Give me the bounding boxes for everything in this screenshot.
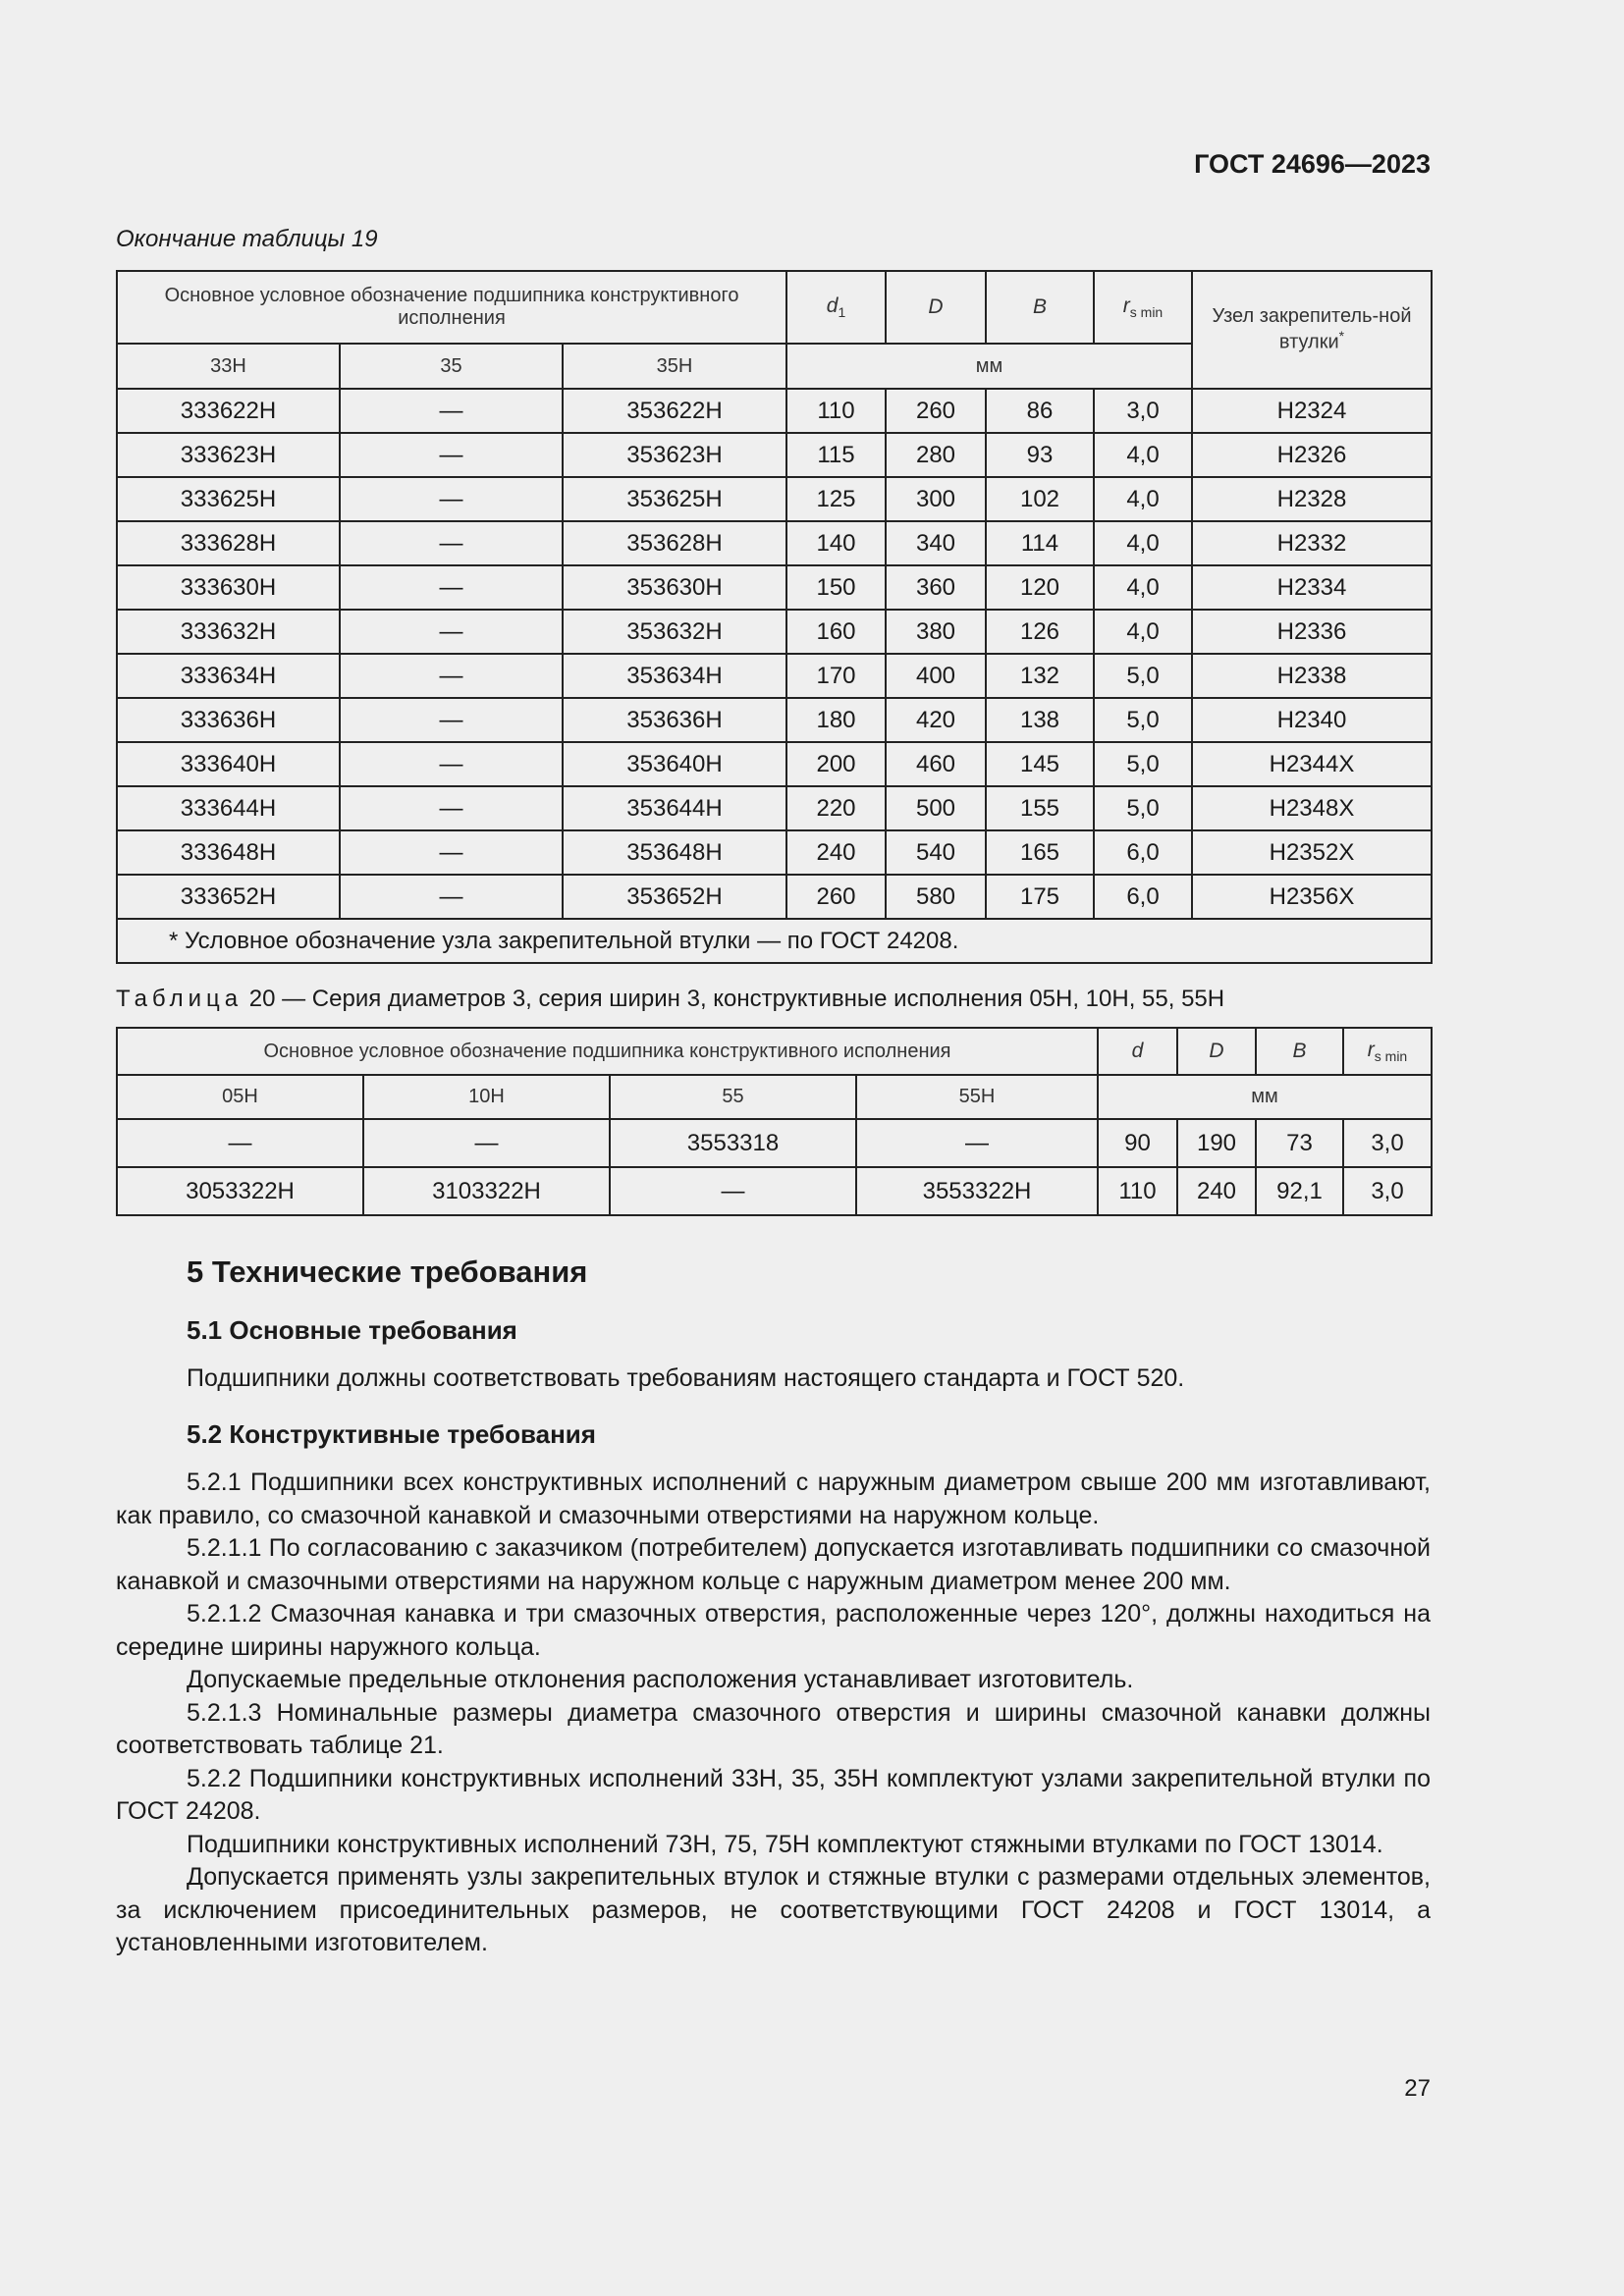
table-row bbox=[117, 1119, 1432, 1167]
table-cell: 3103322H bbox=[363, 1167, 610, 1215]
section-5-2-title: 5.2 Конструктивные требования bbox=[187, 1419, 596, 1449]
table-cell: 280 bbox=[886, 433, 986, 477]
table-row bbox=[117, 565, 1432, 610]
t19-footnote: * Условное обозначение узла закрепительной втулки — по ГОСТ 24208. bbox=[117, 919, 1432, 963]
table-cell: 260 bbox=[886, 389, 986, 433]
paragraph: 5.2.1.2 Смазочная канавка и три смазочных отверстия, расположенные через 120°, должны находиться на середине ширины наружного кольца. bbox=[116, 1600, 1431, 1661]
table-cell: 540 bbox=[886, 830, 986, 875]
table-cell: 5,0 bbox=[1094, 654, 1192, 698]
table-cell: 353625H bbox=[563, 477, 786, 521]
table-cell: 353634H bbox=[563, 654, 786, 698]
table-cell: 333640H bbox=[117, 742, 340, 786]
table-cell: H2348X bbox=[1192, 786, 1432, 830]
table-cell: 160 bbox=[786, 610, 886, 654]
table-cell: 138 bbox=[986, 698, 1094, 742]
t19-col-B: B bbox=[986, 271, 1094, 344]
table-cell: 6,0 bbox=[1094, 875, 1192, 919]
table-cell: — bbox=[117, 1119, 363, 1167]
table-row bbox=[117, 875, 1432, 919]
t20-col-B: B bbox=[1256, 1028, 1343, 1075]
table-cell: 93 bbox=[986, 433, 1094, 477]
table-cell: — bbox=[340, 698, 563, 742]
table-cell: 333636H bbox=[117, 698, 340, 742]
table-cell: — bbox=[340, 610, 563, 654]
table-cell: 165 bbox=[986, 830, 1094, 875]
table-cell: 4,0 bbox=[1094, 477, 1192, 521]
table-cell: H2328 bbox=[1192, 477, 1432, 521]
section-5-1-text: Подшипники должны соответствовать требованиям настоящего стандарта и ГОСТ 520. bbox=[187, 1364, 1185, 1392]
table-cell: 126 bbox=[986, 610, 1094, 654]
table-cell: H2326 bbox=[1192, 433, 1432, 477]
table-cell: 5,0 bbox=[1094, 742, 1192, 786]
table20-title: Таблица 20 — Серия диаметров 3, серия ширин 3, конструктивные исполнения 05H, 10H, 55, 55H bbox=[116, 986, 1225, 1012]
table-row bbox=[117, 830, 1432, 875]
t20-group-header: Основное условное обозначение подшипника конструктивного исполнения bbox=[117, 1028, 1098, 1075]
table-cell: 353648H bbox=[563, 830, 786, 875]
table-row bbox=[117, 742, 1432, 786]
table-cell: H2336 bbox=[1192, 610, 1432, 654]
table-cell: 5,0 bbox=[1094, 786, 1192, 830]
t19-unit: мм bbox=[786, 344, 1192, 389]
t19-col-rs: $r_{s min}$ bbox=[1094, 271, 1192, 344]
table-row bbox=[117, 389, 1432, 433]
table-cell: — bbox=[340, 477, 563, 521]
table-cell: 200 bbox=[786, 742, 886, 786]
t20-sub-05H: 05H bbox=[117, 1075, 363, 1119]
table-cell: 6,0 bbox=[1094, 830, 1192, 875]
paragraph: 5.2.2 Подшипники конструктивных исполнений 33H, 35, 35H комплектуют узлами закрепительной втулки по ГОСТ 24208. bbox=[116, 1764, 1431, 1825]
table-cell: 3,0 bbox=[1094, 389, 1192, 433]
table-19 bbox=[116, 270, 1433, 964]
table-cell: 260 bbox=[786, 875, 886, 919]
table-cell: 420 bbox=[886, 698, 986, 742]
table-cell: 460 bbox=[886, 742, 986, 786]
table-cell: 333622H bbox=[117, 389, 340, 433]
table-cell: 360 bbox=[886, 565, 986, 610]
table-cell: 333634H bbox=[117, 654, 340, 698]
table-cell: 90 bbox=[1098, 1119, 1177, 1167]
table-cell: 400 bbox=[886, 654, 986, 698]
t20-sub-10H: 10H bbox=[363, 1075, 610, 1119]
table-row bbox=[117, 477, 1432, 521]
standard-id: ГОСТ 24696—2023 bbox=[1194, 149, 1431, 179]
table-cell: 3053322H bbox=[117, 1167, 363, 1215]
table-cell: 4,0 bbox=[1094, 433, 1192, 477]
table-cell: 353623H bbox=[563, 433, 786, 477]
table-cell: 353632H bbox=[563, 610, 786, 654]
table-cell: 340 bbox=[886, 521, 986, 565]
table-cell: — bbox=[856, 1119, 1098, 1167]
table-cell: 333632H bbox=[117, 610, 340, 654]
table-cell: 102 bbox=[986, 477, 1094, 521]
table-cell: 170 bbox=[786, 654, 886, 698]
table-cell: H2356X bbox=[1192, 875, 1432, 919]
table-cell: 92,1 bbox=[1256, 1167, 1343, 1215]
t19-sub-35H: 35H bbox=[563, 344, 786, 389]
table-cell: 333630H bbox=[117, 565, 340, 610]
table-cell: 4,0 bbox=[1094, 610, 1192, 654]
table-cell: 353636H bbox=[563, 698, 786, 742]
t20-sub-55H: 55H bbox=[856, 1075, 1098, 1119]
table-cell: 110 bbox=[1098, 1167, 1177, 1215]
t20-col-d: d bbox=[1098, 1028, 1177, 1075]
table-cell: 5,0 bbox=[1094, 698, 1192, 742]
table-cell: 145 bbox=[986, 742, 1094, 786]
table-cell: 140 bbox=[786, 521, 886, 565]
table-cell: 333623H bbox=[117, 433, 340, 477]
table-cell: 120 bbox=[986, 565, 1094, 610]
table-cell: 333644H bbox=[117, 786, 340, 830]
table-cell: — bbox=[340, 742, 563, 786]
table-cell: 353630H bbox=[563, 565, 786, 610]
table-cell: — bbox=[340, 433, 563, 477]
paragraph: 5.2.1.3 Номинальные размеры диаметра смазочного отверстия и ширины смазочной канавки должны соответствовать таблице 21. bbox=[116, 1698, 1431, 1759]
table-cell: 240 bbox=[786, 830, 886, 875]
table-cell: — bbox=[340, 389, 563, 433]
table-cell: 180 bbox=[786, 698, 886, 742]
table-cell: 333652H bbox=[117, 875, 340, 919]
table-cell: 4,0 bbox=[1094, 565, 1192, 610]
table-cell: 353652H bbox=[563, 875, 786, 919]
table-row bbox=[117, 521, 1432, 565]
t20-unit: мм bbox=[1098, 1075, 1432, 1119]
page-number: 27 bbox=[1404, 2075, 1431, 2102]
paragraph: 5.2.1.1 По согласованию с заказчиком (потребителем) допускается изготавливать подшипники со смазочной канавкой и смазочными отверстиями на наружном кольце с наружным диаметром менее 200 мм. bbox=[116, 1534, 1431, 1595]
table-row bbox=[117, 1167, 1432, 1215]
table-cell: 3553322H bbox=[856, 1167, 1098, 1215]
table-cell: — bbox=[340, 654, 563, 698]
table-cell: 353644H bbox=[563, 786, 786, 830]
table-row bbox=[117, 786, 1432, 830]
table-cell: — bbox=[610, 1167, 856, 1215]
table-cell: H2338 bbox=[1192, 654, 1432, 698]
section-5-2-body bbox=[116, 1467, 1431, 1960]
t19-group-header: Основное условное обозначение подшипника конструктивного исполнения bbox=[117, 271, 786, 344]
paragraph: Допускаемые предельные отклонения расположения устанавливает изготовитель. bbox=[187, 1666, 1134, 1693]
table-cell: 73 bbox=[1256, 1119, 1343, 1167]
table-cell: 500 bbox=[886, 786, 986, 830]
table-cell: 115 bbox=[786, 433, 886, 477]
t19-sub-35: 35 bbox=[340, 344, 563, 389]
table-cell: H2352X bbox=[1192, 830, 1432, 875]
t19-sub-33H: 33H bbox=[117, 344, 340, 389]
table-row bbox=[117, 654, 1432, 698]
table-cell: 4,0 bbox=[1094, 521, 1192, 565]
t19-col-sleeve: Узел закрепитель-ной втулки* bbox=[1192, 271, 1432, 389]
table-cell: 114 bbox=[986, 521, 1094, 565]
table-cell: 3553318 bbox=[610, 1119, 856, 1167]
table-cell: 86 bbox=[986, 389, 1094, 433]
paragraph: 5.2.1 Подшипники всех конструктивных исполнений с наружным диаметром свыше 200 мм изготавливают, как правило, со смазочной канавкой и смазочными отверстиями на наружном кольце. bbox=[116, 1468, 1431, 1529]
table-cell: 333625H bbox=[117, 477, 340, 521]
table-row bbox=[117, 610, 1432, 654]
table-cell: 240 bbox=[1177, 1167, 1256, 1215]
table-cell: 132 bbox=[986, 654, 1094, 698]
table-cell: — bbox=[340, 875, 563, 919]
table-cell: H2332 bbox=[1192, 521, 1432, 565]
table-20 bbox=[116, 1027, 1433, 1216]
table-cell: 190 bbox=[1177, 1119, 1256, 1167]
table-cell: H2324 bbox=[1192, 389, 1432, 433]
table-cell: 300 bbox=[886, 477, 986, 521]
paragraph: Подшипники конструктивных исполнений 73H, 75, 75H комплектуют стяжными втулками по ГОСТ 13014. bbox=[187, 1830, 1383, 1858]
table-cell: 333648H bbox=[117, 830, 340, 875]
paragraph: Допускается применять узлы закрепительных втулок и стяжные втулки с размерами отдельных элементов, за исключением присоединительных размеров, не соответствующими ГОСТ 24208 и ГОСТ 13014, а установленными изготовителем. bbox=[116, 1863, 1431, 1956]
table-cell: — bbox=[340, 565, 563, 610]
table-cell: 175 bbox=[986, 875, 1094, 919]
section-5-1-title: 5.1 Основные требования bbox=[187, 1315, 517, 1345]
t20-col-D: D bbox=[1177, 1028, 1256, 1075]
table-cell: — bbox=[340, 830, 563, 875]
table-cell: H2334 bbox=[1192, 565, 1432, 610]
table-cell: H2340 bbox=[1192, 698, 1432, 742]
table-cell: 380 bbox=[886, 610, 986, 654]
table-cell: 110 bbox=[786, 389, 886, 433]
table-cell: 150 bbox=[786, 565, 886, 610]
table-cell: 353622H bbox=[563, 389, 786, 433]
table19-caption: Окончание таблицы 19 bbox=[116, 226, 378, 252]
table-cell: H2344X bbox=[1192, 742, 1432, 786]
t20-sub-55: 55 bbox=[610, 1075, 856, 1119]
table-cell: 353628H bbox=[563, 521, 786, 565]
section-5-title: 5 Технические требования bbox=[187, 1255, 588, 1289]
t19-col-d1: $d_1$ bbox=[786, 271, 886, 344]
table-cell: 220 bbox=[786, 786, 886, 830]
table-cell: 580 bbox=[886, 875, 986, 919]
table-cell: 333628H bbox=[117, 521, 340, 565]
table-row bbox=[117, 433, 1432, 477]
table-cell: 3,0 bbox=[1343, 1119, 1432, 1167]
table-cell: — bbox=[340, 786, 563, 830]
table-cell: — bbox=[340, 521, 563, 565]
t19-col-D: D bbox=[886, 271, 986, 344]
table-cell: — bbox=[363, 1119, 610, 1167]
table-cell: 353640H bbox=[563, 742, 786, 786]
table-cell: 125 bbox=[786, 477, 886, 521]
t20-col-rs: $r_{s min}$ bbox=[1343, 1028, 1432, 1075]
table-cell: 3,0 bbox=[1343, 1167, 1432, 1215]
table-row bbox=[117, 698, 1432, 742]
table-cell: 155 bbox=[986, 786, 1094, 830]
